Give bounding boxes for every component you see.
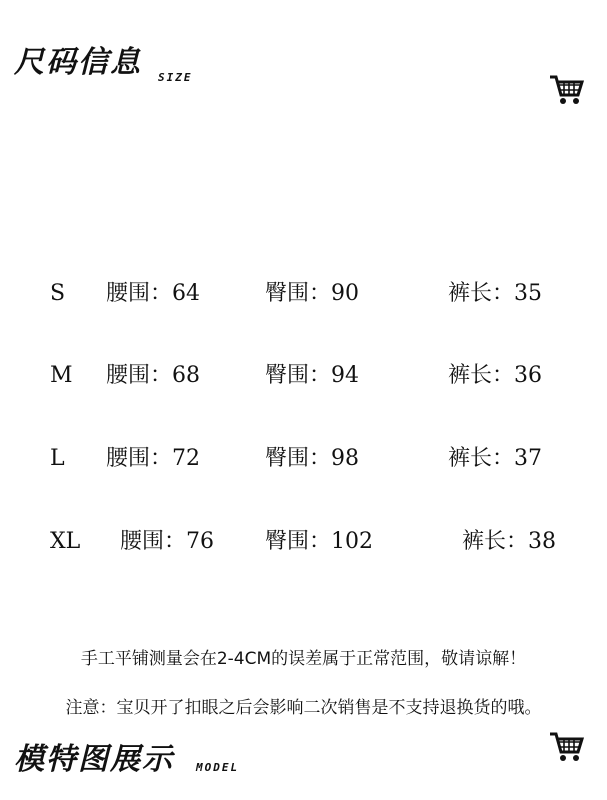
waist-value: 腰围：72 — [106, 446, 200, 471]
size-section-subtitle: SIZE — [158, 71, 193, 84]
length-value: 裤长：37 — [448, 446, 542, 471]
length-value: 裤长：38 — [462, 529, 556, 554]
shopping-cart-icon — [548, 731, 584, 763]
model-section-subtitle: MODEL — [196, 761, 240, 774]
size-label: XL — [50, 529, 81, 554]
measurement-note: 手工平铺测量会在2-4CM的误差属于正常范围，敬请谅解！ — [80, 649, 527, 669]
size-row-l — [0, 444, 607, 474]
size-row-m — [0, 361, 607, 391]
length-value: 裤长：36 — [448, 363, 542, 388]
size-row-s — [0, 279, 607, 309]
hip-value: 臀围：98 — [265, 446, 359, 471]
waist-value: 腰围：64 — [106, 281, 200, 306]
hip-value: 臀围：94 — [265, 363, 359, 388]
shopping-cart-icon — [548, 74, 584, 106]
size-section-title: 尺码信息 — [14, 45, 142, 80]
waist-value: 腰围：76 — [120, 529, 214, 554]
size-row-xl — [0, 527, 607, 557]
hip-value: 臀围：102 — [265, 529, 373, 554]
waist-value: 腰围：68 — [106, 363, 200, 388]
attention-note: 注意：宝贝开了扣眼之后会影响二次销售是不支持退换货的哦。 — [65, 698, 542, 718]
size-label: L — [50, 446, 65, 471]
size-label: S — [50, 281, 66, 306]
hip-value: 臀围：90 — [265, 281, 359, 306]
size-label: M — [50, 363, 73, 388]
model-section-title: 模特图展示 — [14, 742, 174, 777]
length-value: 裤长：35 — [448, 281, 542, 306]
